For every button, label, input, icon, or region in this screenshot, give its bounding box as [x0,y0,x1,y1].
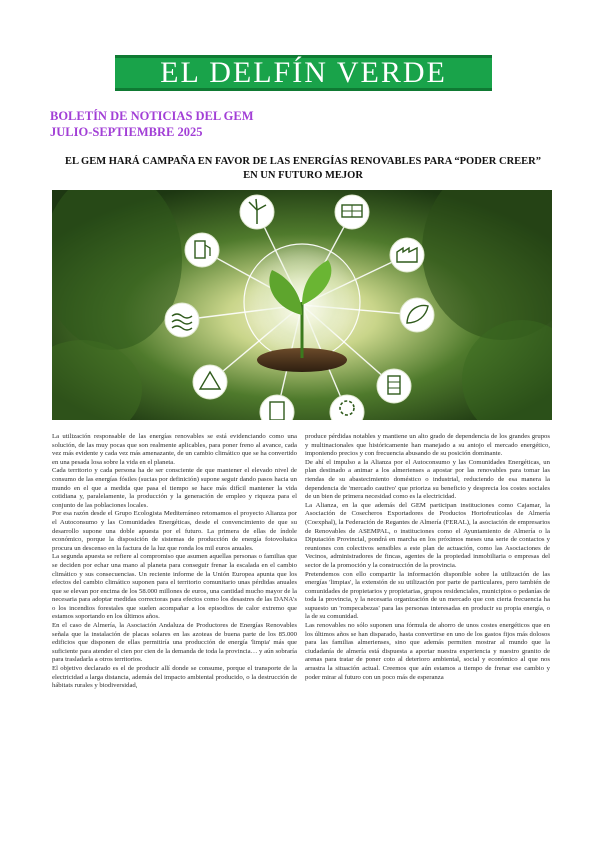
article-column-left [52,433,297,691]
paragraph: Las renovables no sólo suponen una fórmula de ahorro de unos costes energéticos que en los últimos años se han disparado, hasta convertirse en uno de los gastos fijos más dolosos para las familias almerienses, sino que además permiten mostrar al mundo que la ciudadanía de almería está dispuesta a aportar nuestra experiencia y nuestro granito de arenas para tratar de poner coto al deterioro ambiental, social y económico al que nos arrastra la situación actual. Creemos que aún estamos a tiempo de frenar ese cambio y poder mirar al futuro con un poco más de esperanza [305,622,550,681]
article-headline [40,155,566,183]
paragraph: En el caso de Almería, la Asociación Andaluza de Productores de Energías Renovables señala que la instalación de placas solares en las azoteas de buena parte de los 85.000 edificios que disponen de ellas permitiría una producción de energía 'limpia' más que suficiente para atender el cien por cien de la demanda de toda la provincia… y aún sobraría para trasladarla a otros territorios. [52,622,297,664]
headline-line-2: EN UN FUTURO MEJOR [243,170,363,181]
renewable-energy-illustration [52,190,552,420]
lightbulb-icon [377,369,411,403]
paragraph: De ahí el impulso a la Alianza por el Autoconsumo y las Comunidades Energéticas, un plan destinado a animar a los almerienses a apostar por las renovables para tomar las riendas de su abastecimiento doméstico o industrial, reduciendo de esa manera la dependencia de 'mercado cautivo' que prioriza su beneficio y desprecia los costes sociales de un bien de primera necesidad como es la electricidad. [305,458,550,501]
paragraph: La Alianza, en la que además del GEM participan instituciones como Cajamar, la Asociación de Cosecheros Exportadores de Productos Hortofrutícolas de Almería (Coexphal), la Federación de Regantes de Almería (FERAL), la asociación de empresarios de Renovables de ASEMPAL, o instituciones como el Ayuntamiento de Almería o la Diputación Provincial, pondrá en marcha en los próximos meses una serie de contactos y reuniones con colectivos sensibles a este plan de actuación, como las Asociaciones de Vecinos, administradores de fincas, agentes de la propiedad inmobiliaria o empresas del sector de la promoción y la construcción de la provincia. [305,501,550,569]
paragraph: produce pérdidas notables y mantiene un alto grado de dependencia de los grandes grupos y multinacionales que históricamente han manejado a su antojo el mercado energético, imponiendo precios y con frecuencia abusando de su posición dominante. [305,433,550,458]
newsletter-title: EL DELFÍN VERDE [160,56,447,89]
wind-turbine-icon [240,195,274,229]
water-waves-icon [165,303,199,337]
paragraph: Pretendemos con ello compartir la información disponible sobre la utilización de las energías 'limpias', la extensión de su utilización por parte de particulares, pero también de comunidades de propietarios y propietarias, grupos residenciales, municipios o pedanías de toda la provincia, y la necesaria organización de un mercado que con cierta frecuencia ha supuesto un 'rompecabezas' para las personas interesadas en producir su propia energía, o la de su comunidad. [305,570,550,621]
paragraph: Cada territorio y cada persona ha de ser consciente de que mantener el elevado nivel de consumo de las energías fósiles (sucias por definición) supone seguir dando pasos hacia un mundo en el que a medida que pasa el tiempo se hace más difícil mantener la vida cotidiana y, paralelamente, la producción y la generación de empleo y riqueza para el conjunto de las poblaciones locales. [52,467,297,509]
hero-image [52,190,552,420]
factory-icon [390,238,424,272]
paragraph: La utilización responsable de las energías renovables se está evidenciando como una solución, de las muy pocas que son realmente aplicables, para poner freno al avance, cada vez más evidente y cada vez más amenazante, de un cambio climático que se ha convertido en una pesada losa sobre la vida en el planeta. [52,433,297,466]
recycle-icon [193,365,227,399]
bulletin-name: BOLETÍN DE NOTICIAS DEL GEM [50,109,254,123]
paragraph: El objetivo declarado es el de producir allí donde se consume, porque el transporte de la electricidad a larga distancia, además del impacto ambiental producido, o la destrucción de hábitats rurales y biodiversidad, [52,665,297,690]
masthead [115,55,492,91]
bulletin-info [50,108,254,140]
solar-panel-icon [335,195,369,229]
article-column-right [305,433,550,691]
paragraph: La segunda apuesta se refiere al compromiso que asumen aquellas personas o familias que se deciden por echar una mano al planeta para conseguir frenar la escalada en el cambio climático y sus consecuencias. Un reciente informe de la Unión Europea apunta que los efectos del cambio climático suponen para el territorio comunitario unas pérdidas anuales que se elevan por encima de los 58.000 millones de euros, una cantidad mucho mayor de la necesaria para adoptar medidas correctoras para efectos como los desastres de las DANA's o los incendios forestales que suelen acompañar a los episodios de calor extremo que estamos soportando en los últimos años. [52,553,297,621]
article-body [52,433,550,691]
paragraph: Por esa razón desde el Grupo Ecologista Mediterráneo retomamos el proyecto Alianza por el Autoconsumo y las Comunidades Energéticas, desde el convencimiento de que su desarrollo supone una doble apuesta por el futuro. La primera de ellas de índole económico, porque la disposición de sistemas de producción de energía fotovoltaica procura un descenso en la factura de la luz que ronda los mil euros anuales. [52,510,297,552]
leaf-icon [400,298,434,332]
bulletin-period: JULIO-SEPTIEMBRE 2025 [50,125,203,139]
fuel-pump-icon [185,233,219,267]
headline-line-1: EL GEM HARÁ CAMPAÑA EN FAVOR DE LAS ENERGÍAS RENOVABLES PARA “PODER CREER” [64,156,542,167]
